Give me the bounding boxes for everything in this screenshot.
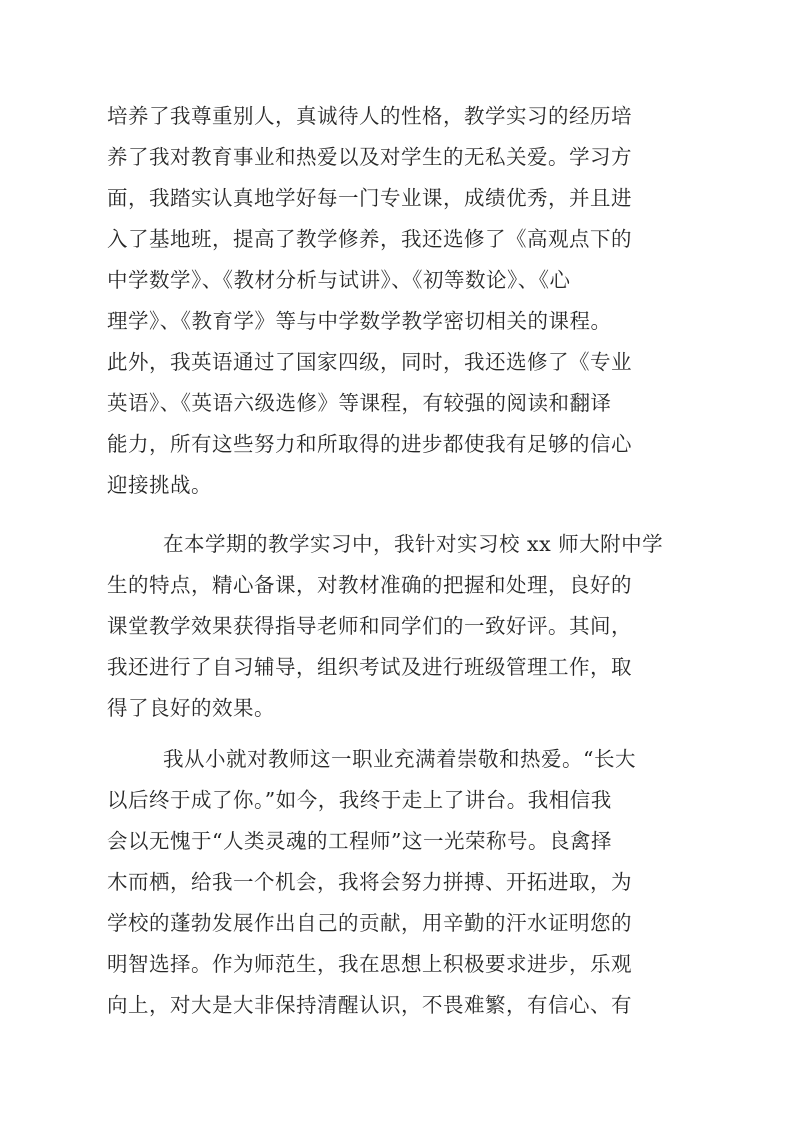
paragraph-line: 生的特点，精心备课，对教材准确的把握和处理，良好的 bbox=[107, 573, 632, 597]
paragraph-line: 理学》、《教育学》等与中学数学教学密切相关的课程。 bbox=[107, 309, 612, 333]
paragraph-line: 培养了我尊重别人，真诚待人的性格，教学实习的经历培 bbox=[107, 104, 632, 128]
paragraph-line: 能力，所有这些努力和所取得的进步都使我有足够的信心 bbox=[107, 432, 632, 456]
paragraph-line: 课堂教学效果获得指导老师和同学们的一致好评。其间， bbox=[107, 614, 632, 638]
paragraph-line: 入了基地班，提高了教学修养，我还选修了《高观点下的 bbox=[107, 227, 632, 251]
paragraph bbox=[107, 524, 667, 729]
paragraph-line: 木而栖，给我一个机会，我将会努力拼搏、开拓进取，为 bbox=[107, 870, 632, 894]
paragraph-line: 养了我对教育事业和热爱以及对学生的无私关爱。学习方 bbox=[107, 145, 632, 169]
paragraph-line: 学校的蓬勃发展作出自己的贡献，用辛勤的汗水证明您的 bbox=[107, 911, 632, 935]
paragraph-line: 我还进行了自习辅导，组织考试及进行班级管理工作，取 bbox=[107, 655, 632, 679]
paragraph bbox=[107, 739, 667, 1026]
paragraph-line: 以后终于成了你。”如今，我终于走上了讲台。我相信我 bbox=[107, 788, 612, 812]
paragraph-line: 我从小就对教师这一职业充满着崇敬和热爱。“长大 bbox=[163, 747, 636, 771]
paragraph-line: 中学数学》、《教材分析与试讲》、《初等数论》、《心 bbox=[107, 268, 571, 292]
paragraph-line: 明智选择。作为师范生，我在思想上积极要求进步，乐观 bbox=[107, 952, 632, 976]
paragraph-line: 得了良好的效果。 bbox=[107, 696, 275, 720]
paragraph-line: 面，我踏实认真地学好每一门专业课，成绩优秀，并且进 bbox=[107, 186, 632, 210]
paragraph-line: 会以无愧于“人类灵魂的工程师”这一光荣称号。良禽择 bbox=[107, 829, 612, 853]
paragraph-line: 在本学期的教学实习中，我针对实习校 xx 师大附中学 bbox=[163, 532, 664, 556]
paragraph-line: 此外，我英语通过了国家四级，同时，我还选修了《专业 bbox=[107, 350, 632, 374]
paragraph bbox=[107, 96, 667, 506]
paragraph-line: 英语》、《英语六级选修》等课程，有较强的阅读和翻译 bbox=[107, 391, 612, 415]
paragraph-line: 迎接挑战。 bbox=[107, 473, 212, 497]
paragraph-line: 向上，对大是大非保持清醒认识，不畏难繁，有信心、有 bbox=[107, 993, 632, 1017]
